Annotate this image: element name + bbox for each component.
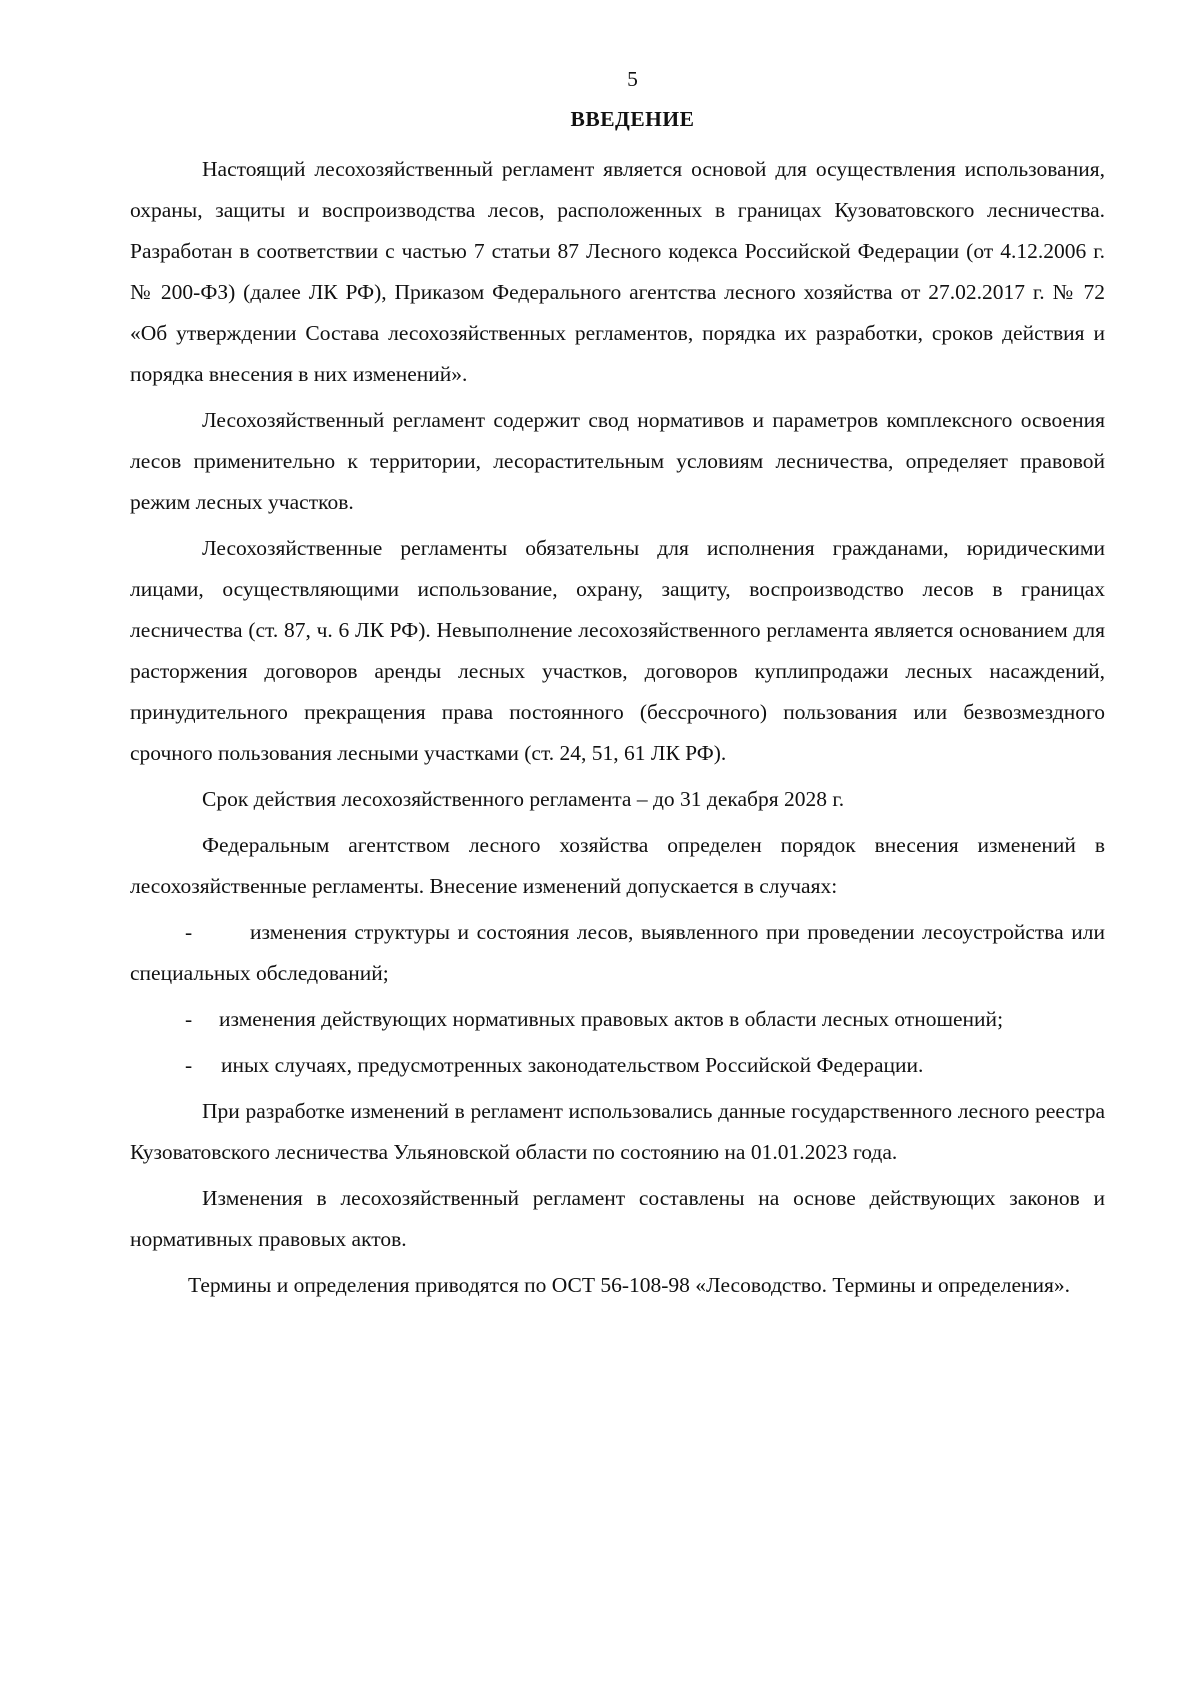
bullet-dash: -	[185, 1007, 193, 1031]
paragraph-legal-basis: Изменения в лесохозяйственный регламент составлены на основе действующих законов и нормативных правовых актов.	[130, 1186, 1105, 1251]
list-item-text: иных случаях, предусмотренных законодательством Российской Федерации.	[221, 1053, 924, 1077]
paragraph-terms: Термины и определения приводятся по ОСТ 56-108-98 «Лесоводство. Термины и определения».	[188, 1273, 1071, 1297]
list-item	[130, 1045, 1105, 1086]
bullet-dash: -	[185, 920, 193, 944]
list-item-text: изменения структуры и состояния лесов, выявленного при проведении лесоустройства или специальных обследований;	[130, 920, 1105, 985]
paragraph-term: Срок действия лесохозяйственного регламента – до 31 декабря 2028 г.	[202, 787, 845, 811]
list-item-text: изменения действующих нормативных правовых актов в области лесных отношений;	[219, 1007, 1004, 1031]
paragraph-obligation: Лесохозяйственные регламенты обязательны для исполнения гражданами, юридическими лицами, осуществляющими использование, охрану, защиту, воспроизводство лесов в границах лесничества (ст. 87, ч. 6 ЛК РФ). Невыполнение лесохозяйственного регламента является основанием для расторжения договоров аренды лесных участков, договоров куплипродажи лесных насаждений, принудительного прекращения права постоянного (бессрочного) пользования или безвозмездного срочного пользования лесными участками (ст. 24, 51, 61 ЛК РФ).	[130, 536, 1105, 765]
paragraph-changes: Федеральным агентством лесного хозяйства определен порядок внесения изменений в лесохозяйственные регламенты. Внесение изменений допускается в случаях:	[130, 833, 1105, 898]
paragraph-data-source: При разработке изменений в регламент использовались данные государственного лесного реестра Кузоватовского лесничества Ульяновской области по состоянию на 01.01.2023 года.	[130, 1099, 1105, 1164]
list-item	[130, 999, 1105, 1040]
bullet-dash: -	[185, 1053, 193, 1077]
section-title: ВВЕДЕНИЕ	[570, 107, 695, 131]
paragraph-intro: Настоящий лесохозяйственный регламент является основой для осуществления использования, охраны, защиты и воспроизводства лесов, расположенных в границах Кузоватовского лесничества. Разработан в соответствии с частью 7 статьи 87 Лесного кодекса Российской Федерации (от 4.12.2006 г. № 200-ФЗ) (далее ЛК РФ), Приказом Федерального агентства лесного хозяйства от 27.02.2017 г. № 72 «Об утверждении Состава лесохозяйственных регламентов, порядка их разработки, сроков действия и порядка внесения в них изменений».	[130, 157, 1105, 386]
list-item	[130, 912, 1105, 994]
page-number: 5	[627, 67, 638, 91]
document-page	[130, 64, 1105, 1306]
paragraph-content: Лесохозяйственный регламент содержит свод нормативов и параметров комплексного освоения лесов применительно к территории, лесорастительным условиям лесничества, определяет правовой режим лесных участков.	[130, 408, 1105, 514]
